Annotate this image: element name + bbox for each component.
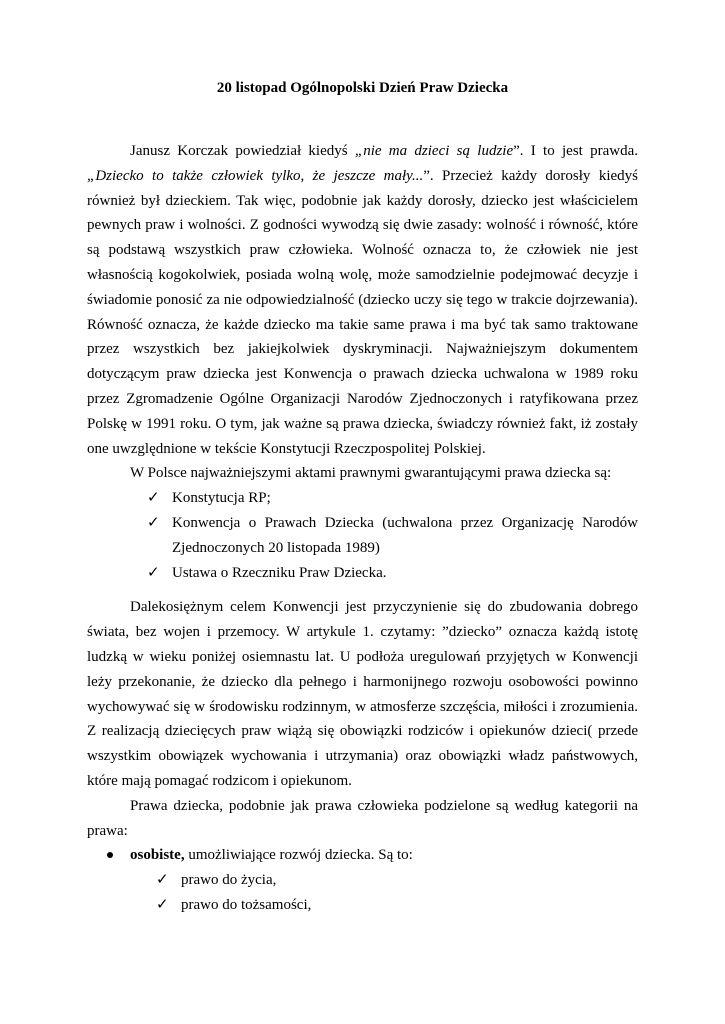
checkmark-icon: ✓ <box>147 564 160 581</box>
right-label: prawo do tożsamości, <box>181 896 312 913</box>
checkmark-icon: ✓ <box>156 896 169 913</box>
korczak-quote-2: „Dziecko to także człowiek tylko, że jeszcze mały... <box>87 167 424 184</box>
rights-list <box>130 868 638 918</box>
list-item <box>107 843 638 917</box>
right-label: prawo do życia, <box>181 872 277 889</box>
list-item <box>147 561 638 586</box>
category-description: umożliwiające rozwój dziecka. Są to: <box>184 847 413 864</box>
intro-paragraph <box>87 139 638 461</box>
korczak-quote-1: „nie ma dzieci są ludzie <box>354 143 514 159</box>
checkmark-icon: ✓ <box>147 490 160 507</box>
act-label: Ustawa o Rzeczniku Praw Dziecka. <box>172 564 387 581</box>
acts-intro-paragraph: W Polsce najważniejszymi aktami prawnymi gwarantującymi prawa dziecka są: <box>130 465 612 482</box>
category-name: osobiste, <box>130 847 185 864</box>
checkmark-icon: ✓ <box>147 514 160 531</box>
categories-list <box>87 843 638 917</box>
list-item <box>156 868 638 893</box>
list-item <box>147 486 638 511</box>
list-item <box>156 893 638 918</box>
document-page <box>87 80 638 918</box>
intro-text-a: Janusz Korczak powiedział kiedyś <box>130 143 355 159</box>
act-label: Konwencja o Prawach Dziecka (uchwalona przez Organizację Narodów Zjednoczonych 20 listopada 1989) <box>172 514 638 556</box>
list-item <box>147 511 638 561</box>
bullet-icon <box>107 852 113 858</box>
categories-intro-paragraph: Prawa dziecka, podobnie jak prawa człowieka podzielone są według kategorii na prawa: <box>87 797 638 839</box>
act-label: Konstytucja RP; <box>172 490 271 507</box>
goal-paragraph: Dalekosiężnym celem Konwencji jest przyczynienie się do zbudowania dobrego świata, bez wojen i przemocy. W artykule 1. czytamy: ”dziecko” oznacza każdą istotę ludzką w wieku poniżej osiemnastu lat. U podłoża uregulowań przyjętych w Konwencji leży przekonanie, że dziecko dla pełnego i harmonijnego rozwoju osobowości powinno wychowywać się w środowisku rodzinnym, w atmosferze szczęścia, miłości i zrozumienia. Z realizacją dziecięcych praw wiążą się obowiązki rodziców i opiekunów dzieci( przede wszystkim obowiązek wychowania i utrzymania) oraz obowiązki władz państwowych, które mają pomagać rodzicom i opiekunom. <box>87 599 638 789</box>
checkmark-icon: ✓ <box>156 872 169 889</box>
intro-text-b: ”. I to jest prawda. <box>513 143 638 159</box>
acts-list <box>87 486 638 585</box>
page-title: 20 listopad Ogólnopolski Dzień Praw Dziecka <box>216 80 509 96</box>
intro-text-c: ”. Przecież każdy dorosły kiedyś również był dzieckiem. Tak więc, podobnie jak każdy dorosły, dziecko jest właścicielem pewnych praw i wolności. Z godności wywodzą się dwie zasady: wolność i równość, które są podstawą wszystkich praw człowieka. Wolność oznacza to, że człowiek nie jest własnością kogokolwiek, posiada wolną wolę, może samodzielnie podejmować decyzje i świadomie ponosić za nie odpowiedzialność (dziecko uczy się tego w trakcie dojrzewania). Równość oznacza, że każde dziecko ma takie same prawa i ma być tak samo traktowane przez wszystkich bez jakiejkolwiek dyskryminacji. Najważniejszym dokumentem dotyczącym praw dziecka jest Konwencja o prawach dziecka uchwalona w 1989 roku przez Zgromadzenie Ogólne Organizacji Narodów Zjednoczonych i ratyfikowana przez Polskę w 1991 roku. O tym, jak ważne są prawa dziecka, świadczy również fakt, iż zostały one uwzględnione w tekście Konstytucji Rzeczpospolitej Polskiej. <box>87 167 638 457</box>
